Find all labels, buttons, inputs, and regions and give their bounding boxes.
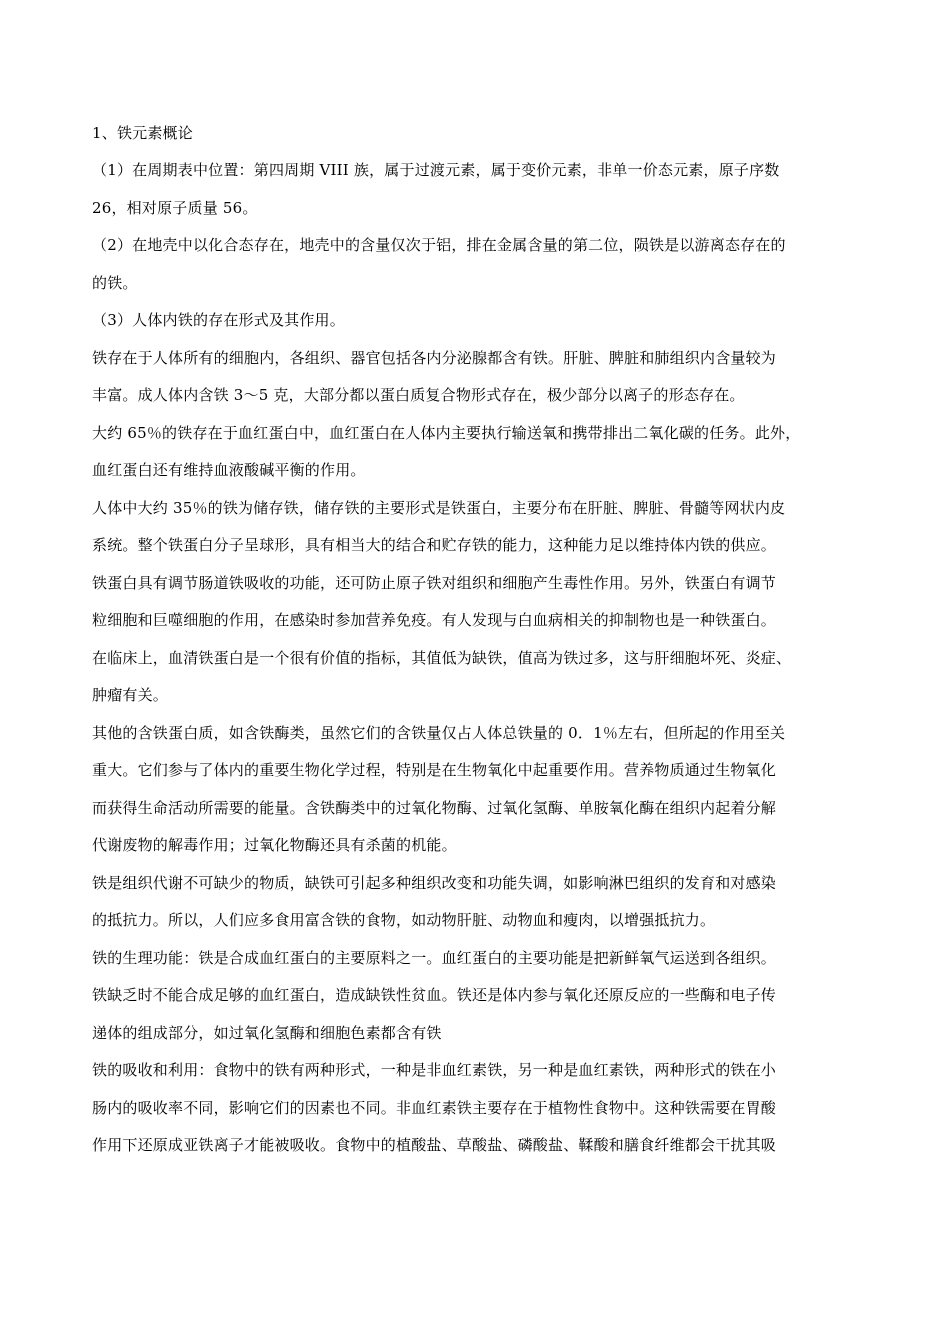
text-line: 人体中大约 35％的铁为储存铁，储存铁的主要形式是铁蛋白，主要分布在肝脏、脾脏、骨髓等网状内皮 — [92, 498, 786, 517]
paragraph-p6 — [92, 490, 860, 715]
text-line: 的抵抗力。所以，人们应多食用富含铁的食物，如动物肝脏、动物血和瘦肉，以增强抵抗力。 — [92, 911, 716, 929]
text-line: 铁蛋白具有调节肠道铁吸收的功能，还可防止原子铁对组织和细胞产生毒性作用。另外，铁蛋白有调节 — [92, 573, 777, 592]
paragraph-p8 — [92, 865, 860, 940]
text-line: 递体的组成部分，如过氧化氢酶和细胞色素都含有铁 — [92, 1023, 442, 1042]
text-line: 肿瘤有关。 — [92, 686, 169, 704]
text-line: 而获得生命活动所需要的能量。含铁酶类中的过氧化物酶、过氧化氢酶、单胺氧化酶在组织内起着分解 — [92, 798, 777, 817]
paragraph-p10 — [92, 1052, 860, 1165]
text-line: 在临床上，血清铁蛋白是一个很有价值的指标，其值低为缺铁，值高为铁过多，这与肝细胞坏死、炎症、 — [92, 648, 792, 667]
paragraph-p7 — [92, 715, 860, 865]
document-body — [92, 152, 860, 1165]
text-line: 铁的吸收和利用：食物中的铁有两种形式，一种是非血红素铁，另一种是血红素铁，两种形式的铁在小 — [92, 1061, 777, 1079]
paragraph-p9 — [92, 940, 860, 1053]
paragraph-p2 — [92, 227, 860, 302]
text-line: 其他的含铁蛋白质，如含铁酶类，虽然它们的含铁量仅占人体总铁量的 0．1％左右，但所起的作用至关 — [92, 723, 786, 742]
paragraph-p5 — [92, 415, 860, 490]
paragraph-p4 — [92, 340, 860, 415]
text-line: （3）人体内铁的存在形式及其作用。 — [92, 311, 345, 329]
paragraph-p1 — [92, 152, 860, 227]
text-line: 铁缺乏时不能合成足够的血红蛋白，造成缺铁性贫血。铁还是体内参与氧化还原反应的一些酶和电子传 — [92, 986, 777, 1004]
paragraph-p3 — [92, 302, 860, 340]
text-line: 系统。整个铁蛋白分子呈球形，具有相当大的结合和贮存铁的能力，这种能力足以维持体内铁的供应。 — [92, 536, 777, 554]
text-line: 大约 65％的铁存在于血红蛋白中，血红蛋白在人体内主要执行输送氧和携带排出二氧化碳的任务。此外， — [92, 423, 801, 442]
text-line: 26，相对原子质量 56。 — [92, 198, 258, 217]
text-line: 重大。它们参与了体内的重要生物化学过程，特别是在生物氧化中起重要作用。营养物质通过生物氧化 — [92, 761, 777, 779]
text-line: 铁是组织代谢不可缺少的物质，缺铁可引起多种组织改变和功能失调，如影响淋巴组织的发育和对感染 — [92, 873, 777, 892]
document-page — [92, 118, 860, 1165]
text-line: 铁存在于人体所有的细胞内，各组织、器官包括各内分泌腺都含有铁。肝脏、脾脏和肺组织内含量较为 — [92, 348, 777, 367]
text-line: （1）在周期表中位置：第四周期 VIII 族，属于过渡元素，属于变价元素，非单一价态元素，原子序数 — [92, 161, 780, 179]
section-heading: 1、铁元素概论 — [92, 124, 193, 142]
text-line: 铁的生理功能：铁是合成血红蛋白的主要原料之一。血红蛋白的主要功能是把新鲜氧气运送到各组织。 — [92, 948, 777, 967]
text-line: 丰富。成人体内含铁 3～5 克，大部分都以蛋白质复合物形式存在，极少部分以离子的形态存在。 — [92, 386, 745, 404]
text-line: 作用下还原成亚铁离子才能被吸收。食物中的植酸盐、草酸盐、磷酸盐、鞣酸和膳食纤维都会干扰其吸 — [92, 1136, 777, 1154]
text-line: 血红蛋白还有维持血液酸碱平衡的作用。 — [92, 461, 366, 479]
text-line: 粒细胞和巨噬细胞的作用，在感染时参加营养免疫。有人发现与白血病相关的抑制物也是一种铁蛋白。 — [92, 611, 777, 629]
text-line: （2）在地壳中以化合态存在，地壳中的含量仅次于铝，排在金属含量的第二位，陨铁是以游离态存在的 — [92, 236, 786, 254]
text-line: 肠内的吸收率不同，影响它们的因素也不同。非血红素铁主要存在于植物性食物中。这种铁需要在胃酸 — [92, 1098, 777, 1117]
text-line: 代谢废物的解毒作用；过氧化物酶还具有杀菌的机能。 — [92, 836, 457, 854]
text-line: 的铁。 — [92, 273, 138, 292]
